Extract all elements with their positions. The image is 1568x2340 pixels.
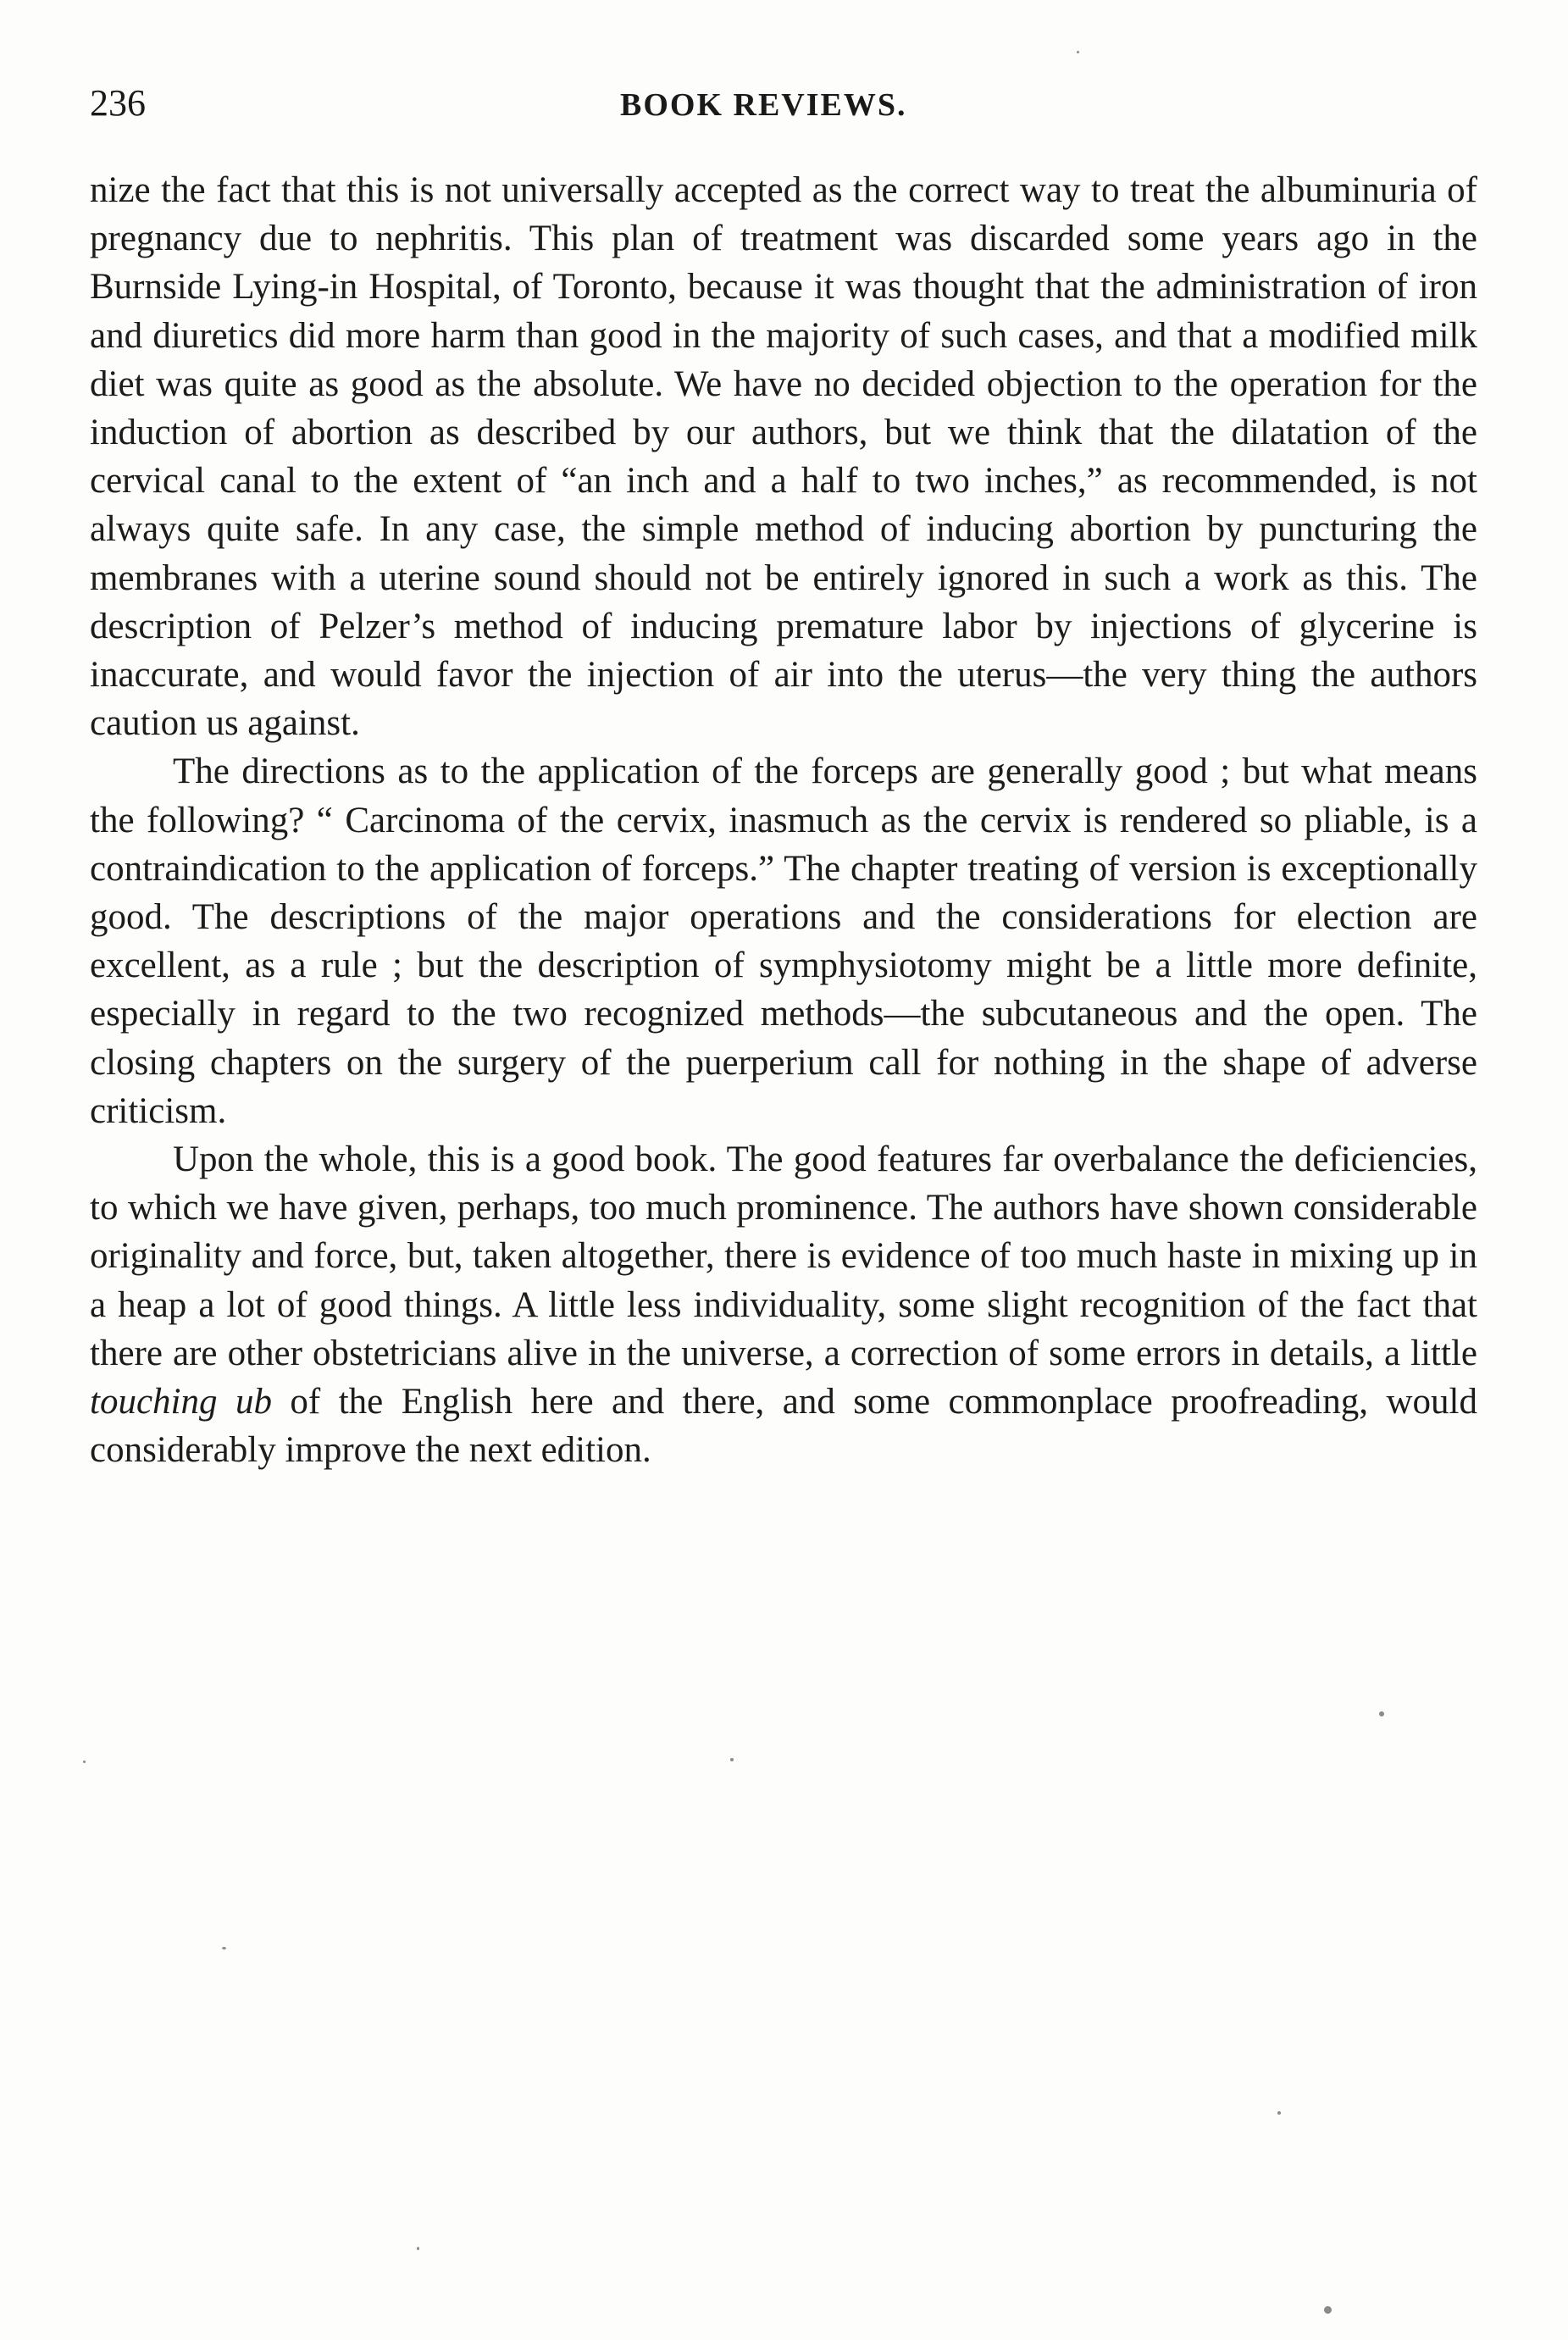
scan-speck — [730, 1758, 734, 1761]
paragraph-3-italic-phrase: touching ub — [90, 1382, 272, 1422]
page-header — [90, 78, 1479, 129]
paragraph-3-text-start: Upon the whole, this is a good book. The good features far overbalance the deficiencies, to which we have given, perhaps, too much prominence. The authors have shown considerable originality and force, but, taken altogether, there is evidence of too much haste in mixing up in a heap a lot of good things. A little less individuality, some slight recognition of the fact that there are other obstetricians alive in the universe, a correction of some errors in details, a little — [90, 1140, 1477, 1373]
scan-speck — [1379, 1711, 1384, 1716]
paragraph-3-text-end: of the English here and there, and some commonplace proofreading, would considerably improve the next edition. — [90, 1382, 1477, 1471]
paragraph-3 — [90, 1135, 1477, 1474]
scan-speck — [222, 1947, 226, 1949]
scan-speck — [1324, 2306, 1332, 2314]
scan-speck — [83, 1761, 86, 1763]
scan-speck — [1077, 51, 1079, 53]
scan-speck — [417, 2247, 419, 2250]
scan-speck — [1277, 2111, 1281, 2115]
paragraph-1: nize the fact that this is not universally accepted as the correct way to treat the albuminuria of pregnancy due to nephritis. This plan of treatment was discarded some years ago in the Burnside Lying-in Hospital, of Toronto, because it was thought that the administration of iron and diuretics did more harm than good in the majority of such cases, and that a modified milk diet was quite as good as the absolute. We have no decided objection to the operation for the induction of abortion as described by our authors, but we think that the dilatation of the cervical canal to the extent of “an inch and a half to two inches,” as recommended, is not always quite safe. In any case, the simple method of inducing abortion by puncturing the membranes with a uterine sound should not be entirely ignored in such a work as this. The description of Pelzer’s method of inducing premature labor by injections of glycerine is inaccurate, and would favor the injection of air into the uterus—the very thing the authors caution us against. — [90, 170, 1477, 744]
paragraph-2: The directions as to the application of the forceps are generally good ; but what means the following? “ Carcinoma of the cervix, inasmuch as the cervix is rendered so pliable, is a contraindication to the application of forceps.” The chapter treating of version is exceptionally good. The descriptions of the major operations and the considerations for election are excellent, as a rule ; but the description of symphysiotomy might be a little more definite, especially in regard to the two recognized methods—the subcutaneous and the open. The closing chapters on the surgery of the puerperium call for nothing in the shape of adverse criticism. — [90, 751, 1477, 1131]
running-head: BOOK REVIEWS. — [620, 87, 907, 123]
review-body — [90, 166, 1477, 1474]
page-number: 236 — [90, 82, 146, 124]
